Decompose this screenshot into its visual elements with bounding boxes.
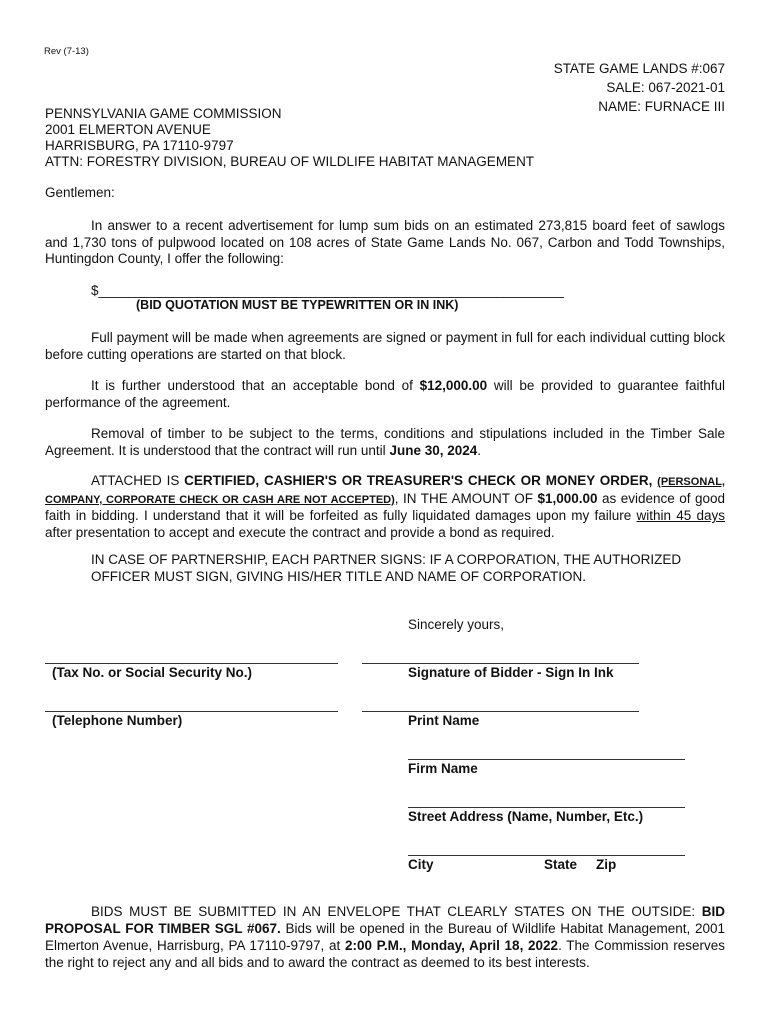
tax-number-label: (Tax No. or Social Security No.) [52, 665, 253, 680]
city-state-zip-line[interactable] [408, 855, 685, 856]
signature-label: Signature of Bidder - Sign In Ink [408, 665, 614, 680]
address-line-street: 2001 ELMERTON AVENUE [45, 122, 211, 137]
offer-text: In answer to a recent advertisement for lump sum bids on an estimated 273,815 board feet of sawlogs and 1,730 tons of pulpwood located on 108 acres of State Game Lands No. 067, Carbon and Todd Townships, Huntingdon County, I offer the following: [45, 218, 725, 266]
print-name-line[interactable] [362, 711, 639, 712]
removal-text-pre: Removal of timber to be subject to the terms, conditions and stipulations included in the Timber Sale Agreement. It is understood that the contract will run until [45, 426, 725, 458]
bid-amount-line[interactable]: $______________________________________________________________ [91, 283, 565, 298]
submission-text-mid: Bids will be opened in the Bureau of Wildlife Habitat Management, 2001 Elmerton Avenue, Harrisburg, PA 17110-9797, at [45, 921, 725, 953]
removal-text-post: . [477, 442, 482, 458]
deposit-amount-pre: , IN THE AMOUNT OF [394, 490, 538, 506]
closing-line: Sincerely yours, [408, 617, 505, 632]
removal-paragraph [45, 426, 725, 459]
deposit-evidence-text: as evidence of good faith in bidding. I understand that it will be forfeited as fully liquidated damages upon my failure [45, 490, 726, 523]
city-label: City [408, 857, 434, 872]
bond-amount: $12,000.00 [419, 378, 488, 393]
tax-number-line[interactable] [45, 663, 338, 664]
offer-paragraph [45, 218, 725, 268]
signing-instructions: IN CASE OF PARTNERSHIP, EACH PARTNER SIGNS: IF A CORPORATION, THE AUTHORIZED OFFICER MUST SIGN, GIVING HIS/HER TITLE AND NAME OF CORPORATION. [91, 552, 682, 584]
bond-text-pre: It is further understood that an acceptable bond of [91, 378, 420, 393]
firm-name-line[interactable] [408, 759, 685, 760]
submission-text-post: . The Commission reserves the right to reject any and all bids and to award the contract as deemed to its best interests. [45, 938, 725, 970]
bond-text-post: will be provided to guarantee faithful performance of the agreement. [45, 378, 726, 410]
submission-instructions [45, 903, 725, 971]
payment-paragraph [45, 330, 725, 363]
deposit-payment-types: CERTIFIED, CASHIER'S OR TREASURER'S CHECK OR MONEY ORDER, [184, 473, 653, 488]
sale-name: NAME: FURNACE III [598, 99, 725, 114]
bid-opening-time: 2:00 P.M., Monday, April 18, 2022 [344, 938, 559, 953]
deposit-paragraph [45, 473, 725, 541]
street-address-label: Street Address (Name, Number, Etc.) [408, 809, 644, 824]
state-game-lands-number: STATE GAME LANDS #:067 [553, 61, 725, 76]
sale-number: SALE: 067-2021-01 [606, 80, 725, 95]
recipient-address [45, 106, 534, 170]
deposit-attached-text: ATTACHED IS [91, 473, 185, 488]
bond-paragraph [45, 378, 725, 411]
address-line-city: HARRISBURG, PA 17110-9797 [45, 138, 234, 153]
deposit-amount: $1,000.00 [537, 490, 598, 506]
address-line-attention: ATTN: FORESTRY DIVISION, BUREAU OF WILDLIFE HABITAT MANAGEMENT [45, 154, 535, 169]
address-line-organization: PENNSYLVANIA GAME COMMISSION [45, 106, 282, 121]
deposit-text-post: after presentation to accept and execute the contract and provide a bond as required. [45, 524, 555, 540]
firm-name-label: Firm Name [408, 761, 478, 776]
telephone-label: (Telephone Number) [52, 713, 183, 728]
deposit-deadline: within 45 days [636, 508, 725, 523]
envelope-label: BID PROPOSAL FOR TIMBER SGL #067. [45, 904, 725, 936]
zip-label: Zip [596, 857, 617, 872]
state-label: State [544, 857, 578, 872]
submission-text-pre: BIDS MUST BE SUBMITTED IN AN ENVELOPE THAT CLEARLY STATES ON THE OUTSIDE: [91, 904, 702, 919]
sale-info-block [554, 59, 725, 116]
street-address-line[interactable] [408, 807, 685, 808]
telephone-line[interactable] [45, 711, 338, 712]
payment-text: Full payment will be made when agreements are signed or payment in full for each individual cutting block before cutting operations are started on that block. [45, 330, 725, 362]
signature-line[interactable] [362, 663, 639, 664]
bid-quotation-caption: (BID QUOTATION MUST BE TYPEWRITTEN OR IN INK) [136, 298, 459, 312]
contract-end-date: June 30, 2024 [389, 442, 478, 458]
salutation: Gentlemen: [45, 185, 115, 200]
revision-label: Rev (7-13) [44, 46, 89, 57]
print-name-label: Print Name [408, 713, 480, 728]
deposit-not-accepted: (PERSONAL, COMPANY, CORPORATE CHECK OR CASH ARE NOT ACCEPTED) [45, 476, 725, 506]
